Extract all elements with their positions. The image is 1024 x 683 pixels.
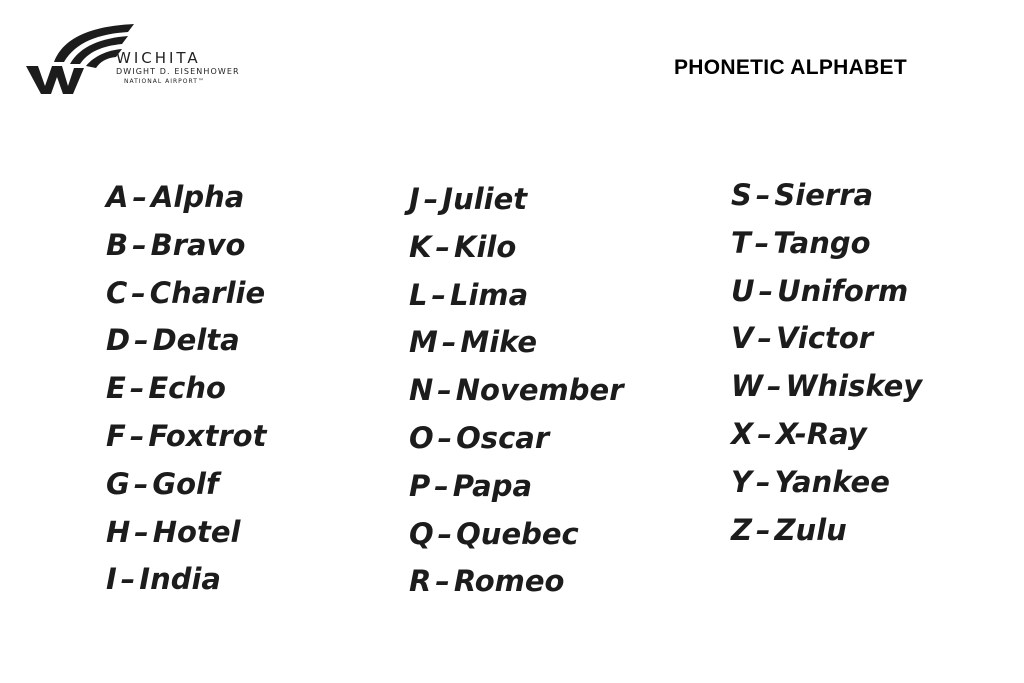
entry-letter: S [731, 178, 752, 212]
entry-word: Mike [460, 325, 538, 360]
alphabet-entry [731, 507, 922, 555]
entry-separator: – [755, 178, 771, 212]
alphabet-entry [731, 315, 922, 363]
entry-letter: V [731, 321, 754, 356]
page-title: PHONETIC ALPHABET [674, 56, 907, 79]
entry-word: Sierra [774, 178, 874, 212]
entry-word: Hotel [152, 514, 241, 549]
alphabet-entry [731, 363, 922, 411]
airport-logo [24, 22, 240, 98]
entry-letter: U [731, 273, 755, 308]
alphabet-column-2 [409, 176, 624, 606]
entry-separator: – [758, 273, 774, 308]
entry-letter: O [409, 420, 434, 455]
alphabet-entry [106, 317, 266, 365]
entry-word: Whiskey [785, 369, 923, 404]
entry-word: Delta [152, 323, 240, 358]
entry-separator: – [129, 371, 145, 406]
entry-separator: – [134, 514, 149, 549]
entry-word: Zulu [774, 512, 847, 547]
entry-separator: – [437, 373, 452, 408]
alphabet-entry [409, 176, 624, 224]
entry-word: Uniform [777, 273, 909, 308]
entry-word: Juliet [442, 182, 528, 216]
alphabet-entry [409, 415, 624, 463]
entry-word: Lima [449, 277, 529, 312]
alphabet-entry [409, 224, 624, 272]
entry-letter: B [106, 227, 129, 262]
entry-letter: X [731, 416, 754, 451]
entry-word: Echo [148, 371, 226, 406]
alphabet-entry [106, 556, 266, 604]
entry-word: Papa [452, 468, 533, 503]
entry-separator: – [756, 512, 771, 547]
entry-letter: H [106, 514, 131, 549]
entry-separator: – [767, 369, 782, 404]
alphabet-entry [409, 367, 624, 415]
entry-letter: F [106, 418, 126, 453]
alphabet-entry [731, 411, 922, 459]
entry-separator: – [132, 227, 147, 262]
alphabet-entry [409, 511, 624, 559]
entry-separator: – [435, 229, 450, 264]
alphabet-entry [106, 461, 266, 509]
entry-letter: Z [731, 512, 753, 547]
entry-letter: W [731, 369, 763, 404]
entry-word: Bravo [150, 227, 246, 262]
entry-word: X-Ray [775, 416, 867, 451]
entry-separator: – [434, 468, 449, 503]
alphabet-entry [731, 459, 922, 507]
entry-separator: – [756, 464, 771, 499]
alphabet-entry [106, 413, 266, 461]
entry-letter: D [106, 323, 131, 358]
entry-letter: G [106, 466, 130, 501]
entry-separator: – [757, 321, 772, 356]
entry-word: Yankee [774, 464, 890, 499]
logo-name: WICHITA [116, 49, 201, 67]
entry-word: Charlie [149, 275, 266, 310]
entry-separator: – [437, 516, 453, 551]
alphabet-entry [106, 509, 266, 557]
entry-letter: R [409, 564, 432, 599]
entry-letter: I [106, 562, 117, 597]
entry-word: Oscar [456, 420, 550, 455]
entry-separator: – [437, 420, 453, 455]
entry-letter: P [409, 468, 431, 503]
alphabet-column-3 [731, 172, 922, 554]
entry-letter: Q [409, 516, 434, 551]
entry-word: Foxtrot [148, 418, 267, 453]
logo-text [116, 50, 240, 86]
entry-separator: – [133, 466, 149, 501]
entry-word: Tango [773, 225, 871, 260]
alphabet-entry [106, 222, 266, 270]
entry-letter: A [106, 180, 129, 214]
logo-subtitle-2: NATIONAL AIRPORT™ [124, 78, 205, 85]
entry-letter: N [409, 373, 434, 408]
entry-letter: C [106, 275, 128, 310]
entry-letter: L [409, 277, 428, 312]
entry-word: November [455, 373, 624, 408]
entry-word: Alpha [150, 180, 245, 214]
alphabet-entry [106, 174, 266, 222]
alphabet-entry [409, 272, 624, 320]
entry-word: India [139, 562, 222, 597]
entry-separator: – [423, 182, 439, 216]
alphabet-entry [106, 365, 266, 413]
entry-separator: – [441, 325, 457, 360]
entry-separator: – [131, 275, 146, 310]
entry-letter: K [409, 229, 432, 264]
entry-word: Kilo [453, 229, 517, 264]
entry-separator: – [132, 180, 147, 214]
entry-letter: M [409, 325, 438, 360]
alphabet-entry [409, 558, 624, 606]
entry-separator: – [120, 562, 136, 597]
alphabet-entry [731, 268, 922, 316]
alphabet-entry [731, 220, 922, 268]
entry-letter: T [731, 225, 751, 260]
alphabet-entry [106, 270, 266, 318]
entry-separator: – [757, 416, 772, 451]
entry-separator: – [134, 323, 149, 358]
entry-separator: – [431, 277, 446, 312]
entry-word: Romeo [453, 564, 565, 599]
alphabet-column-1 [106, 174, 266, 604]
logo-subtitle: DWIGHT D. EISENHOWER [116, 67, 240, 76]
entry-letter: J [409, 182, 420, 216]
entry-word: Victor [775, 321, 874, 356]
entry-separator: – [129, 418, 145, 453]
entry-word: Golf [152, 466, 219, 501]
alphabet-entry [409, 463, 624, 511]
entry-letter: Y [731, 464, 752, 499]
entry-separator: – [754, 225, 770, 260]
entry-letter: E [106, 371, 126, 406]
entry-word: Quebec [456, 516, 579, 551]
entry-separator: – [435, 564, 450, 599]
alphabet-entry [409, 319, 624, 367]
alphabet-entry [731, 172, 922, 220]
